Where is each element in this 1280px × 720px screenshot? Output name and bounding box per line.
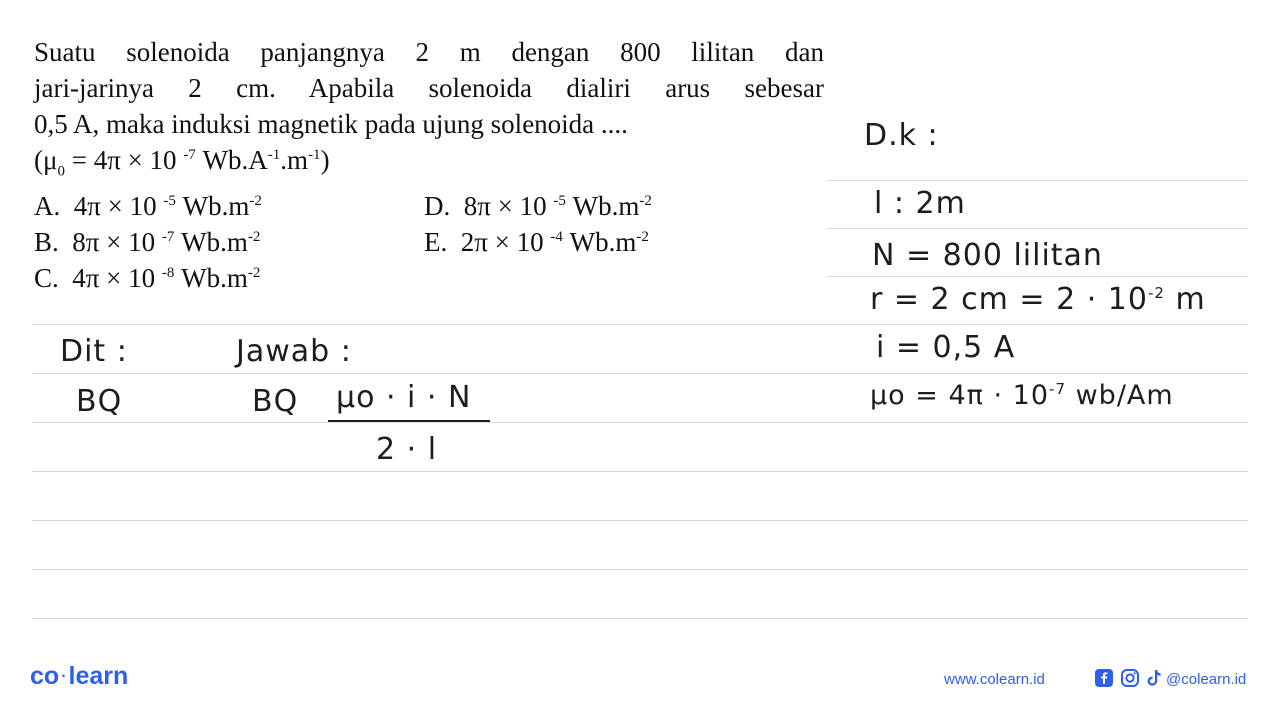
question-line: Suatu solenoida panjangnya 2 m dengan 800 lilitan dan [34, 37, 824, 67]
question-line: 0,5 A, maka induksi magnetik pada ujung solenoida .... [34, 109, 628, 139]
rule-line [32, 324, 1248, 325]
given-current: i = 0,5 A [876, 330, 1016, 365]
facebook-icon[interactable] [1094, 668, 1114, 688]
rule-line [32, 618, 1248, 619]
rule-line [826, 228, 1248, 229]
mu-constant: ($\mu_0 = 4\pi \times 10$ $^{-7}$ $Wb.A^{-1}.m^{-1}$) [34, 145, 330, 180]
question-line: jari-jarinya 2 cm. Apabila solenoida dialiri arus sebesar [34, 73, 824, 103]
social-handle[interactable]: @colearn.id [1166, 671, 1247, 688]
rule-line [826, 180, 1248, 181]
formula-denominator: 2 · l [376, 432, 438, 467]
rule-line [826, 276, 1248, 277]
dit-value: BQ [76, 384, 123, 419]
instagram-icon[interactable] [1120, 668, 1140, 688]
rule-line [32, 373, 1248, 374]
tiktok-icon[interactable] [1144, 668, 1164, 688]
option-d[interactable]: D. 8π × 10 $^{-5}$ $Wb.m^{-2}$ [424, 191, 652, 221]
dik-title: D.k : [864, 118, 939, 153]
rule-line [32, 569, 1248, 570]
given-radius: r = 2 cm = $2 \cdot 10^{-2}$ m [870, 282, 1206, 317]
option-c[interactable]: C. 4π × 10 $^{-8}$ $Wb.m^{-2}$ [34, 263, 261, 293]
formula-numerator: μo · i · N [336, 380, 472, 415]
question-text [34, 34, 824, 178]
given-length: l : 2m [874, 186, 966, 221]
option-a[interactable]: A. 4π × 10 $^{-5}$ $Wb.m^{-2}$ [34, 191, 262, 221]
fraction-bar [328, 420, 490, 422]
rule-line [32, 471, 1248, 472]
dit-title: Dit : [60, 334, 128, 369]
option-b[interactable]: B. 8π × 10 $^{-7}$ $Wb.m^{-2}$ [34, 227, 261, 257]
rule-line [32, 520, 1248, 521]
jawab-title: Jawab : [236, 334, 352, 369]
website-link[interactable]: www.colearn.id [944, 671, 1045, 688]
formula-lhs: BQ [252, 384, 299, 419]
colearn-logo: co ·learn [30, 662, 129, 690]
given-mu: $\mu o = 4\pi \cdot 10^{-7}$ wb/Am [870, 380, 1174, 411]
given-turns: N = 800 lilitan [872, 238, 1103, 273]
rule-line [32, 422, 1248, 423]
option-e[interactable]: E. 2π × 10 $^{-4}$ $Wb.m^{-2}$ [424, 227, 649, 257]
